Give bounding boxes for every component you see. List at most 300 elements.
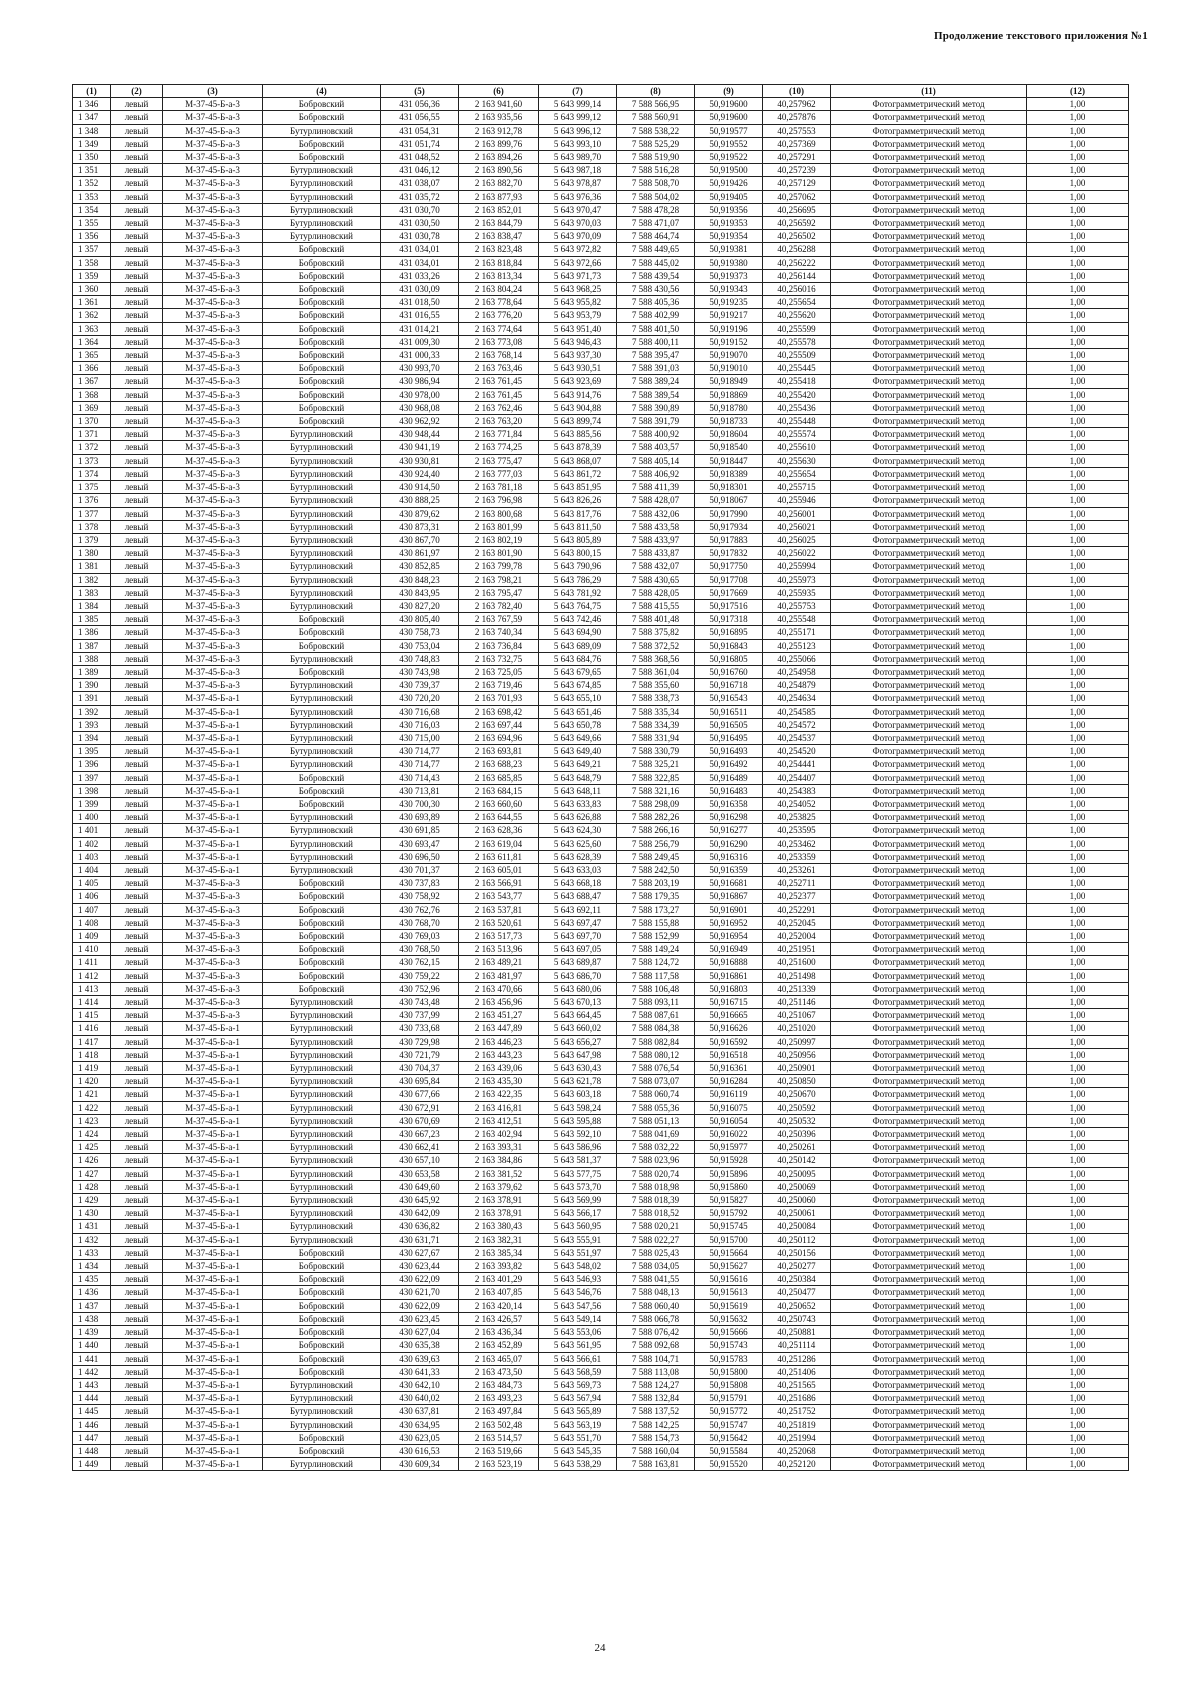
table-cell: 5 643 679,65 [539,665,617,678]
table-cell: 7 588 335,34 [617,705,695,718]
table-cell: Фотограмметрический метод [831,1101,1027,1114]
table-cell: 1,00 [1027,930,1129,943]
table-cell: 1 365 [73,349,111,362]
table-cell: 431 016,55 [381,309,459,322]
table-cell: 7 588 430,56 [617,283,695,296]
table-cell: левый [111,731,163,744]
table-cell: 50,916715 [695,996,763,1009]
table-cell: 1 421 [73,1088,111,1101]
table-cell: Фотограмметрический метод [831,639,1027,652]
table-cell: 5 643 560,95 [539,1220,617,1233]
table-cell: 5 643 546,76 [539,1286,617,1299]
table-cell: 40,254958 [763,665,831,678]
column-header: (5) [381,85,459,98]
table-cell: 1 417 [73,1035,111,1048]
table-cell: 50,916277 [695,824,763,837]
table-cell: 7 588 331,94 [617,731,695,744]
table-cell: Фотограмметрический метод [831,507,1027,520]
table-cell: 1 353 [73,190,111,203]
table-cell: 1 425 [73,1141,111,1154]
table-cell: 2 163 852,01 [459,203,539,216]
table-cell: 7 588 113,08 [617,1365,695,1378]
table-cell: М-37-45-Б-а-3 [163,639,263,652]
table-cell: 40,255994 [763,560,831,573]
table-row [73,1392,1129,1405]
table-cell: левый [111,1365,163,1378]
table-cell: 2 163 378,91 [459,1194,539,1207]
table-cell: 2 163 523,19 [459,1458,539,1471]
table-cell: 40,255548 [763,613,831,626]
table-cell: левый [111,322,163,335]
table-cell: 40,250652 [763,1299,831,1312]
table-cell: 1,00 [1027,388,1129,401]
table-cell: Фотограмметрический метод [831,890,1027,903]
table-cell: 50,917669 [695,586,763,599]
table-cell: М-37-45-Б-а-3 [163,283,263,296]
table-cell: Фотограмметрический метод [831,1299,1027,1312]
table-cell: 1 381 [73,560,111,573]
table-row [73,837,1129,850]
table-cell: левый [111,349,163,362]
table-cell: левый [111,507,163,520]
table-cell: левый [111,639,163,652]
table-cell: 5 643 561,95 [539,1339,617,1352]
table-cell: 1,00 [1027,1220,1129,1233]
table-row [73,177,1129,190]
table-cell: 40,255420 [763,388,831,401]
table-cell: 40,250142 [763,1154,831,1167]
table-cell: Фотограмметрический метод [831,309,1027,322]
table-cell: М-37-45-Б-а-1 [163,1180,263,1193]
table-cell: 5 643 972,82 [539,243,617,256]
table-row [73,863,1129,876]
table-cell: 40,257291 [763,151,831,164]
table-cell: 430 691,85 [381,824,459,837]
table-cell: левый [111,613,163,626]
table-cell: 7 588 389,54 [617,388,695,401]
table-cell: 1 389 [73,665,111,678]
table-cell: 1 360 [73,283,111,296]
table-cell: 430 962,92 [381,415,459,428]
table-cell: 430 645,92 [381,1194,459,1207]
table-cell: 5 643 650,78 [539,718,617,731]
table-row [73,309,1129,322]
table-cell: 40,251406 [763,1365,831,1378]
table-cell: 5 643 655,10 [539,692,617,705]
table-row [73,243,1129,256]
table-row [73,1128,1129,1141]
table-cell: 40,257129 [763,177,831,190]
table-cell: 1,00 [1027,1312,1129,1325]
table-cell: 50,919600 [695,111,763,124]
table-cell: 1,00 [1027,811,1129,824]
table-cell: 1,00 [1027,375,1129,388]
table-cell: 1,00 [1027,1180,1129,1193]
table-cell: 1 432 [73,1233,111,1246]
table-cell: 1 427 [73,1167,111,1180]
table-cell: 2 163 628,36 [459,824,539,837]
table-cell: 50,916803 [695,982,763,995]
table-cell: Бобровский [263,322,381,335]
table-cell: левый [111,916,163,929]
table-cell: Бобровский [263,1431,381,1444]
table-cell: 50,916805 [695,652,763,665]
table-cell: 40,255418 [763,375,831,388]
column-header: (3) [163,85,263,98]
table-cell: М-37-45-Б-а-3 [163,177,263,190]
table-row [73,349,1129,362]
table-cell: 1,00 [1027,1022,1129,1035]
table-row [73,1141,1129,1154]
table-cell: 1 357 [73,243,111,256]
table-cell: Фотограмметрический метод [831,850,1027,863]
table-cell: Бобровский [263,916,381,929]
table-cell: 40,251994 [763,1431,831,1444]
table-cell: 50,918780 [695,401,763,414]
table-cell: 40,254520 [763,745,831,758]
table-cell: М-37-45-Б-а-1 [163,1207,263,1220]
table-cell: Бутурлиновский [263,1141,381,1154]
table-cell: 430 627,04 [381,1326,459,1339]
table-cell: Фотограмметрический метод [831,1233,1027,1246]
table-cell: 50,916592 [695,1035,763,1048]
table-cell: 2 163 684,15 [459,784,539,797]
table-cell: 7 588 508,70 [617,177,695,190]
table-cell: 7 588 372,52 [617,639,695,652]
table-cell: 1,00 [1027,481,1129,494]
table-cell: 1 373 [73,454,111,467]
table-row [73,375,1129,388]
table-cell: 40,256502 [763,230,831,243]
table-cell: 1 404 [73,863,111,876]
table-cell: Фотограмметрический метод [831,784,1027,797]
table-cell: левый [111,1352,163,1365]
table-cell: 1,00 [1027,533,1129,546]
table-cell: Бутурлиновский [263,217,381,230]
table-cell: 7 588 282,26 [617,811,695,824]
table-cell: 5 643 989,70 [539,151,617,164]
column-header: (1) [73,85,111,98]
table-cell: Фотограмметрический метод [831,1088,1027,1101]
table-row [73,428,1129,441]
table-cell: 50,915664 [695,1246,763,1259]
table-row [73,335,1129,348]
table-cell: Фотограмметрический метод [831,362,1027,375]
table-cell: М-37-45-Б-а-3 [163,982,263,995]
table-cell: левый [111,441,163,454]
table-cell: 430 623,05 [381,1431,459,1444]
table-cell: 2 163 402,94 [459,1128,539,1141]
table-cell: 40,253595 [763,824,831,837]
table-row [73,996,1129,1009]
table-cell: 1 361 [73,296,111,309]
table-cell: 430 714,43 [381,771,459,784]
table-cell: 1 377 [73,507,111,520]
table-cell: 7 588 519,90 [617,151,695,164]
table-cell: 1,00 [1027,362,1129,375]
table-cell: 50,915860 [695,1180,763,1193]
table-cell: 40,255445 [763,362,831,375]
table-cell: 7 588 018,98 [617,1180,695,1193]
table-cell: 1,00 [1027,837,1129,850]
table-cell: 431 051,74 [381,137,459,150]
table-row [73,415,1129,428]
table-cell: левый [111,692,163,705]
table-cell: 7 588 032,22 [617,1141,695,1154]
table-row [73,969,1129,982]
table-cell: Фотограмметрический метод [831,494,1027,507]
table-cell: 5 643 781,92 [539,586,617,599]
table-cell: Бутурлиновский [263,1180,381,1193]
table-cell: М-37-45-Б-а-3 [163,124,263,137]
table-cell: 1,00 [1027,428,1129,441]
table-cell: 1,00 [1027,943,1129,956]
table-cell: Бутурлиновский [263,1062,381,1075]
table-cell: Фотограмметрический метод [831,454,1027,467]
table-cell: 1 391 [73,692,111,705]
table-cell: 2 163 935,56 [459,111,539,124]
table-cell: М-37-45-Б-а-3 [163,969,263,982]
table-cell: М-37-45-Б-а-3 [163,599,263,612]
table-cell: 40,251286 [763,1352,831,1365]
table-cell: 1 405 [73,877,111,890]
table-cell: 1,00 [1027,1326,1129,1339]
table-cell: 1,00 [1027,1286,1129,1299]
table-cell: 50,919600 [695,98,763,111]
table-cell: 2 163 761,45 [459,388,539,401]
table-cell: М-37-45-Б-а-3 [163,877,263,890]
table-cell: левый [111,547,163,560]
table-cell: Бутурлиновский [263,1378,381,1391]
table-cell: М-37-45-Б-а-3 [163,428,263,441]
table-cell: 7 588 163,81 [617,1458,695,1471]
table-cell: 7 588 020,74 [617,1167,695,1180]
table-cell: 430 805,40 [381,613,459,626]
table-cell: 40,251951 [763,943,831,956]
table-cell: М-37-45-Б-а-1 [163,1048,263,1061]
column-header: (11) [831,85,1027,98]
table-cell: 431 014,21 [381,322,459,335]
table-row [73,190,1129,203]
table-cell: 40,255123 [763,639,831,652]
table-cell: 1,00 [1027,824,1129,837]
table-cell: Бобровский [263,362,381,375]
table-cell: 50,919343 [695,283,763,296]
table-cell: 430 672,91 [381,1101,459,1114]
table-cell: 7 588 124,72 [617,956,695,969]
table-cell: 430 677,66 [381,1088,459,1101]
table-cell: Бутурлиновский [263,1154,381,1167]
table-cell: 50,918389 [695,467,763,480]
table-cell: 430 986,94 [381,375,459,388]
table-cell: левый [111,481,163,494]
table-row [73,1062,1129,1075]
table-cell: М-37-45-Б-а-1 [163,1352,263,1365]
table-cell: 430 667,23 [381,1128,459,1141]
table-row [73,1088,1129,1101]
table-cell: 2 163 420,14 [459,1299,539,1312]
table-cell: левый [111,626,163,639]
table-cell: 50,915792 [695,1207,763,1220]
table-cell: левый [111,1233,163,1246]
table-cell: М-37-45-Б-а-3 [163,665,263,678]
table-cell: Бобровский [263,665,381,678]
table-cell: 2 163 465,07 [459,1352,539,1365]
table-cell: 40,256022 [763,547,831,560]
table-cell: Бутурлиновский [263,692,381,705]
table-cell: 50,916495 [695,731,763,744]
table-cell: 2 163 838,47 [459,230,539,243]
table-row [73,481,1129,494]
table-cell: 7 588 152,99 [617,930,695,943]
table-cell: 430 993,70 [381,362,459,375]
table-cell: 430 748,83 [381,652,459,665]
table-cell: левый [111,151,163,164]
table-cell: 2 163 894,26 [459,151,539,164]
table-cell: 50,915584 [695,1444,763,1457]
table-cell: 5 643 656,27 [539,1035,617,1048]
table-cell: М-37-45-Б-а-3 [163,467,263,480]
table-cell: 40,251752 [763,1405,831,1418]
table-cell: Бутурлиновский [263,547,381,560]
table-cell: левый [111,1048,163,1061]
table-cell: Бутурлиновский [263,467,381,480]
table-cell: 430 637,81 [381,1405,459,1418]
table-cell: 430 649,60 [381,1180,459,1193]
table-cell: 1 434 [73,1260,111,1273]
table-cell: 1 369 [73,401,111,414]
table-cell: 1 424 [73,1128,111,1141]
table-cell: 40,252377 [763,890,831,903]
table-cell: 40,256222 [763,256,831,269]
table-cell: Фотограмметрический метод [831,837,1027,850]
table-cell: 2 163 694,96 [459,731,539,744]
table-cell: 5 643 621,78 [539,1075,617,1088]
table-cell: 1,00 [1027,692,1129,705]
table-cell: 2 163 740,34 [459,626,539,639]
table-cell: 40,256288 [763,243,831,256]
table-cell: левый [111,824,163,837]
table-cell: 1,00 [1027,1167,1129,1180]
table-cell: Фотограмметрический метод [831,1365,1027,1378]
table-row [73,560,1129,573]
table-cell: 430 641,33 [381,1365,459,1378]
table-cell: 5 643 680,06 [539,982,617,995]
table-cell: 430 852,85 [381,560,459,573]
table-cell: 5 643 861,72 [539,467,617,480]
table-row [73,930,1129,943]
table-cell: Фотограмметрический метод [831,705,1027,718]
table-cell: левый [111,1299,163,1312]
table-cell: левый [111,956,163,969]
table-cell: М-37-45-Б-а-1 [163,1286,263,1299]
table-cell: Бутурлиновский [263,1035,381,1048]
table-cell: 40,250956 [763,1048,831,1061]
table-cell: 7 588 149,24 [617,943,695,956]
table-cell: Фотограмметрический метод [831,256,1027,269]
table-cell: левый [111,401,163,414]
table-cell: 50,916665 [695,1009,763,1022]
table-cell: 40,257876 [763,111,831,124]
table-cell: 7 588 402,99 [617,309,695,322]
table-cell: 430 609,34 [381,1458,459,1471]
table-cell: 1 414 [73,996,111,1009]
table-cell: М-37-45-Б-а-3 [163,890,263,903]
table-cell: 40,254052 [763,797,831,810]
table-cell: 7 588 433,87 [617,547,695,560]
table-cell: Фотограмметрический метод [831,467,1027,480]
table-cell: 2 163 685,85 [459,771,539,784]
table-cell: 430 714,77 [381,758,459,771]
table-cell: 5 643 668,18 [539,877,617,890]
table-cell: 5 643 626,88 [539,811,617,824]
table-cell: 7 588 405,14 [617,454,695,467]
table-cell: 430 623,45 [381,1312,459,1325]
table-cell: М-37-45-Б-а-1 [163,784,263,797]
table-cell: 430 753,04 [381,639,459,652]
table-cell: 1 386 [73,626,111,639]
table-cell: Фотограмметрический метод [831,877,1027,890]
table-cell: 7 588 092,68 [617,1339,695,1352]
table-cell: 1,00 [1027,877,1129,890]
table-cell: 7 588 361,04 [617,665,695,678]
table-cell: 7 588 082,84 [617,1035,695,1048]
table-cell: Бутурлиновский [263,1114,381,1127]
table-cell: 1 440 [73,1339,111,1352]
table-cell: 50,915700 [695,1233,763,1246]
table-cell: Бутурлиновский [263,1128,381,1141]
table-cell: М-37-45-Б-а-3 [163,349,263,362]
table-cell: 40,257553 [763,124,831,137]
table-cell: Бутурлиновский [263,1458,381,1471]
table-cell: 50,915896 [695,1167,763,1180]
table-cell: 50,918604 [695,428,763,441]
table-cell: 50,916760 [695,665,763,678]
table-cell: М-37-45-Б-а-1 [163,1431,263,1444]
table-cell: 1,00 [1027,415,1129,428]
table-cell: 430 888,25 [381,494,459,507]
table-cell: Фотограмметрический метод [831,956,1027,969]
table-cell: 2 163 416,81 [459,1101,539,1114]
table-cell: 5 643 664,45 [539,1009,617,1022]
table-cell: 430 634,95 [381,1418,459,1431]
table-cell: 5 643 569,73 [539,1378,617,1391]
table-cell: 1,00 [1027,599,1129,612]
table-row [73,1048,1129,1061]
table-cell: 2 163 378,91 [459,1207,539,1220]
table-cell: левый [111,335,163,348]
table-cell: 2 163 473,50 [459,1365,539,1378]
table-row [73,679,1129,692]
table-cell: 1,00 [1027,679,1129,692]
table-cell: 7 588 525,29 [617,137,695,150]
table-cell: Фотограмметрический метод [831,863,1027,876]
table-row [73,705,1129,718]
table-cell: 431 054,31 [381,124,459,137]
table-row [73,111,1129,124]
table-cell: 40,250095 [763,1167,831,1180]
table-cell: 1 358 [73,256,111,269]
table-cell: 5 643 826,26 [539,494,617,507]
table-cell: 40,251067 [763,1009,831,1022]
table-cell: 40,254407 [763,771,831,784]
table-row [73,1418,1129,1431]
table-cell: 2 163 381,52 [459,1167,539,1180]
table-cell: 5 643 670,13 [539,996,617,1009]
table-cell: М-37-45-Б-а-1 [163,1128,263,1141]
table-cell: Фотограмметрический метод [831,586,1027,599]
table-cell: 50,919152 [695,335,763,348]
